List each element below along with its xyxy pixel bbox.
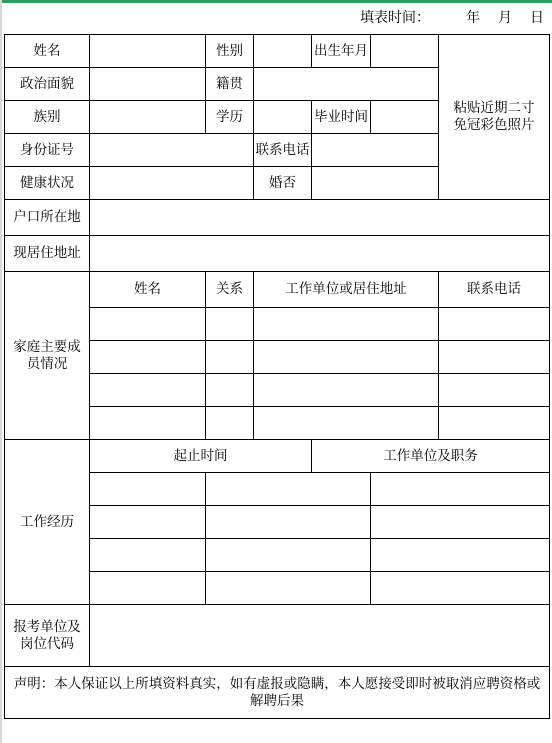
family-relation-cell[interactable] [206,308,254,341]
family-name-cell[interactable] [90,407,206,440]
work-employer-cell[interactable] [371,539,550,572]
family-name-cell[interactable] [90,374,206,407]
family-workplace-cell[interactable] [254,374,439,407]
work-end-cell[interactable] [206,572,371,605]
family-section-label-text: 家庭主要成员情况 [13,338,81,372]
household-location-label: 户口所在地 [5,200,90,236]
family-workplace-cell[interactable] [254,308,439,341]
work-start-cell[interactable] [90,572,206,605]
family-col-workplace: 工作单位或居住地址 [254,272,439,308]
family-name-cell[interactable] [90,308,206,341]
birth-month-label: 出生年月 [312,35,371,68]
gender-label: 性别 [206,35,254,68]
phone-value-cell[interactable] [312,134,439,167]
phone-label: 联系电话 [254,134,312,167]
household-location-value-cell[interactable] [90,200,550,236]
photo-note: 粘贴近期二寸免冠彩色照片 [453,100,535,133]
ethnicity-value-cell[interactable] [90,101,206,134]
health-label: 健康状况 [5,167,90,200]
declaration: 声明：本人保证以上所填资料真实，如有虚报或隐瞒，本人愿接受即时被取消应聘资格或 解聘后果 [5,667,550,719]
work-start-cell[interactable] [90,539,206,572]
current-address-value-cell[interactable] [90,236,550,272]
birth-month-value-cell[interactable] [371,35,439,68]
political-status-label: 政治面貌 [5,68,90,101]
sheet-top-border [0,0,552,3]
gender-value-cell[interactable] [254,35,312,68]
apply-position-label-text: 报考单位及岗位代码 [13,618,81,652]
family-phone-cell[interactable] [439,341,550,374]
family-name-cell[interactable] [90,341,206,374]
work-start-cell[interactable] [90,473,206,506]
marital-value-cell[interactable] [312,167,439,200]
marital-label: 婚否 [254,167,312,200]
work-end-cell[interactable] [206,473,371,506]
work-col-employer: 工作单位及职务 [312,440,550,473]
fill-date-day: 日 [530,10,544,26]
family-relation-cell[interactable] [206,341,254,374]
apply-position-label [5,605,90,667]
family-col-relation: 关系 [206,272,254,308]
work-employer-cell[interactable] [371,473,550,506]
graduation-time-value-cell[interactable] [371,101,439,134]
graduation-time-label: 毕业时间 [312,101,371,134]
native-place-label: 籍贯 [206,68,254,101]
photo-area[interactable] [439,35,550,200]
id-number-value-cell[interactable] [90,134,254,167]
fill-date-line [360,8,550,28]
education-value-cell[interactable] [254,101,312,134]
work-end-cell[interactable] [206,506,371,539]
political-status-value-cell[interactable] [90,68,206,101]
work-employer-cell[interactable] [371,506,550,539]
fill-date-label: 填表时间： [360,10,430,26]
fill-date-month: 月 [498,10,512,26]
family-phone-cell[interactable] [439,374,550,407]
family-col-phone: 联系电话 [439,272,550,308]
id-number-label: 身份证号 [5,134,90,167]
name-label: 姓名 [5,35,90,68]
family-relation-cell[interactable] [206,374,254,407]
family-section-label [5,272,90,440]
family-relation-cell[interactable] [206,407,254,440]
registration-form-table [4,34,550,719]
health-value-cell[interactable] [90,167,254,200]
ethnicity-label: 族别 [5,101,90,134]
education-label: 学历 [206,101,254,134]
family-phone-cell[interactable] [439,308,550,341]
family-col-name: 姓名 [90,272,206,308]
current-address-label: 现居住地址 [5,236,90,272]
work-start-cell[interactable] [90,506,206,539]
name-value-cell[interactable] [90,35,206,68]
work-section-label: 工作经历 [5,440,90,605]
work-col-period: 起止时间 [90,440,312,473]
work-end-cell[interactable] [206,539,371,572]
fill-date-year: 年 [466,10,480,26]
family-workplace-cell[interactable] [254,407,439,440]
sheet-left-gridline [0,0,2,743]
family-phone-cell[interactable] [439,407,550,440]
family-workplace-cell[interactable] [254,341,439,374]
work-employer-cell[interactable] [371,572,550,605]
native-place-value-cell[interactable] [254,68,439,101]
apply-position-value-cell[interactable] [90,605,550,667]
